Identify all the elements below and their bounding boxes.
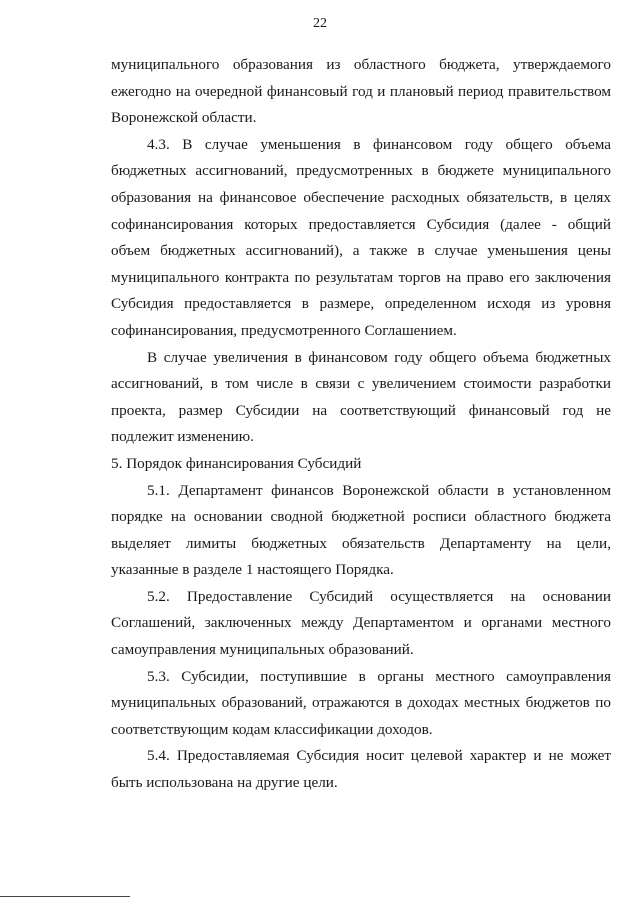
section-heading: 5. Порядок финансирования Субсидий [111,454,362,472]
paragraph-5-3: 5.3. Субсидии, поступившие в органы местного самоуправления муниципальных образований, отражаются в доходах местных бюджетов по соответствующим кодам классификации доходов. [111,667,611,738]
paragraph-4-3: 4.3. В случае уменьшения в финансовом году общего объема бюджетных ассигнований, предусмотренных в бюджете муниципального образования на финансовое обеспечение расходных обязательств, в целях софинансирования которых предоставляется Субсидия (далее - общий объем бюджетных ассигнований), а также в случае уменьшения цены муниципального контракта по результатам торгов на право его заключения Субсидия предоставляется в размере, определенном исходя из уровня софинансирования, предусмотренного Соглашением. [111,135,611,339]
document-body [111,52,611,797]
page-number: 22 [313,16,327,31]
paragraph-continuation: муниципального образования из областного бюджета, утверждаемого ежегодно на очередной финансовый год и плановый период правительством Воронежской области. [111,56,611,127]
paragraph-5-2: 5.2. Предоставление Субсидий осуществляется на основании Соглашений, заключенных между Департаментом и органами местного самоуправления муниципальных образований. [111,587,611,659]
paragraph-5-1: 5.1. Департамент финансов Воронежской области в установленном порядке на основании сводной бюджетной росписи областного бюджета выделяет лимиты бюджетных обязательств Департаменту на цели, указанные в разделе 1 настоящего Порядка. [111,481,611,579]
paragraph-5-4: 5.4. Предоставляемая Субсидия носит целевой характер и не может быть использована на другие цели. [111,747,611,792]
paragraph-increase: В случае увеличения в финансовом году общего объема бюджетных ассигнований, в том числе в связи с увеличением стоимости разработки проекта, размер Субсидии на соответствующий финансовый год не подлежит изменению. [111,348,611,446]
footer-rule [0,896,130,897]
